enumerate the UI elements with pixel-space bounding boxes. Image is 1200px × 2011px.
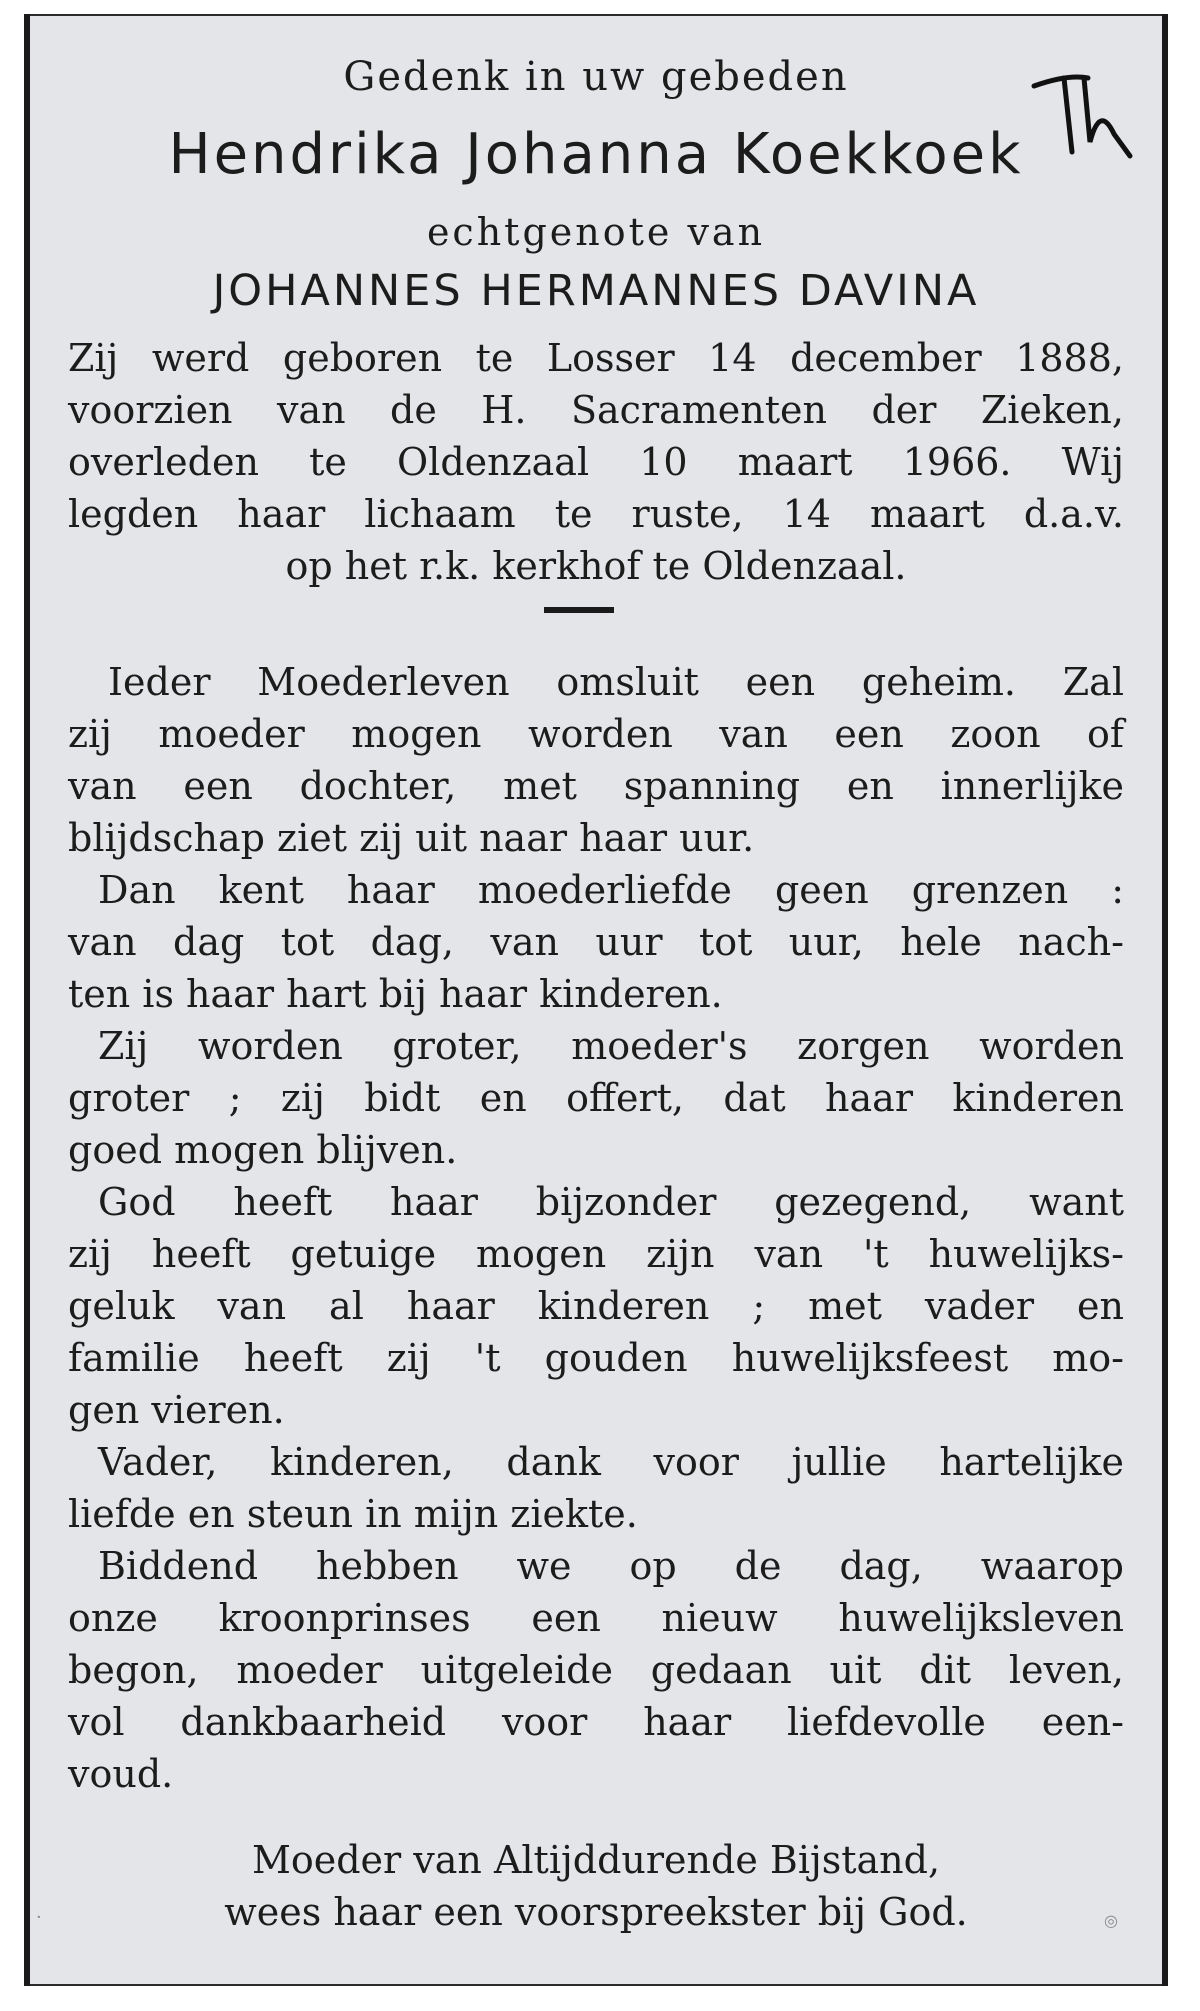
- spouse-label: echtgenote van: [426, 210, 766, 254]
- body-line: gen vieren.: [68, 1388, 285, 1432]
- closing-line: wees haar een voorspreekster bij God.: [224, 1890, 968, 1934]
- spouse-name: JOHANNES HERMANNES DAVINA: [212, 266, 980, 316]
- seal-icon: ◎: [1104, 1911, 1118, 1930]
- body-line: familie heeft zij 't gouden huwelijksfeest mo-: [68, 1336, 1124, 1380]
- body-line: liefde en steun in mijn ziekte.: [68, 1492, 638, 1536]
- body-line: Zij worden groter, moeder's zorgen worden: [98, 1024, 1124, 1068]
- bio-line: Zij werd geboren te Losser 14 december 1888,: [68, 336, 1124, 380]
- body-line: Dan kent haar moederliefde geen grenzen :: [98, 868, 1124, 912]
- divider: [544, 607, 614, 613]
- body-line: Ieder Moederleven omsluit een geheim. Zal: [108, 660, 1124, 704]
- memorial-card: [24, 14, 1168, 1986]
- bio-line: voorzien van de H. Sacramenten der Zieken,: [68, 388, 1124, 432]
- body-line: geluk van al haar kinderen ; met vader en: [68, 1284, 1124, 1328]
- body-line: groter ; zij bidt en offert, dat haar kinderen: [68, 1076, 1124, 1120]
- bio-line: op het r.k. kerkhof te Oldenzaal.: [285, 544, 907, 588]
- stamp-mark: ·: [36, 1907, 42, 1928]
- body-line: begon, moeder uitgeleide gedaan uit dit leven,: [68, 1648, 1124, 1692]
- body-line: blijdschap ziet zij uit naar haar uur.: [68, 816, 755, 860]
- body-line: van dag tot dag, van uur tot uur, hele nach-: [68, 920, 1124, 964]
- body-line: onze kroonprinses een nieuw huwelijksleven: [68, 1596, 1124, 1640]
- body-line: Vader, kinderen, dank voor jullie hartelijke: [98, 1440, 1124, 1484]
- body-line: voud.: [68, 1752, 174, 1796]
- body-line: Biddend hebben we op de dag, waarop: [98, 1544, 1124, 1588]
- deceased-name: Hendrika Johanna Koekkoek: [168, 122, 1024, 187]
- bio-line: legden haar lichaam te ruste, 14 maart d.a.v.: [68, 492, 1124, 536]
- bio-line: overleden te Oldenzaal 10 maart 1966. Wij: [68, 440, 1124, 484]
- body-line: van een dochter, met spanning en innerlijke: [68, 764, 1124, 808]
- body-line: zij moeder mogen worden van een zoon of: [68, 712, 1124, 756]
- body-line: goed mogen blijven.: [68, 1128, 458, 1172]
- body-line: God heeft haar bijzonder gezegend, want: [98, 1180, 1124, 1224]
- body-line: vol dankbaarheid voor haar liefdevolle een-: [68, 1700, 1124, 1744]
- body-line: ten is haar hart bij haar kinderen.: [68, 972, 723, 1016]
- intro-text: Gedenk in uw gebeden: [343, 54, 849, 100]
- body-line: zij heeft getuige mogen zijn van 't huwelijks-: [68, 1232, 1124, 1276]
- closing-line: Moeder van Altijddurende Bijstand,: [251, 1838, 941, 1882]
